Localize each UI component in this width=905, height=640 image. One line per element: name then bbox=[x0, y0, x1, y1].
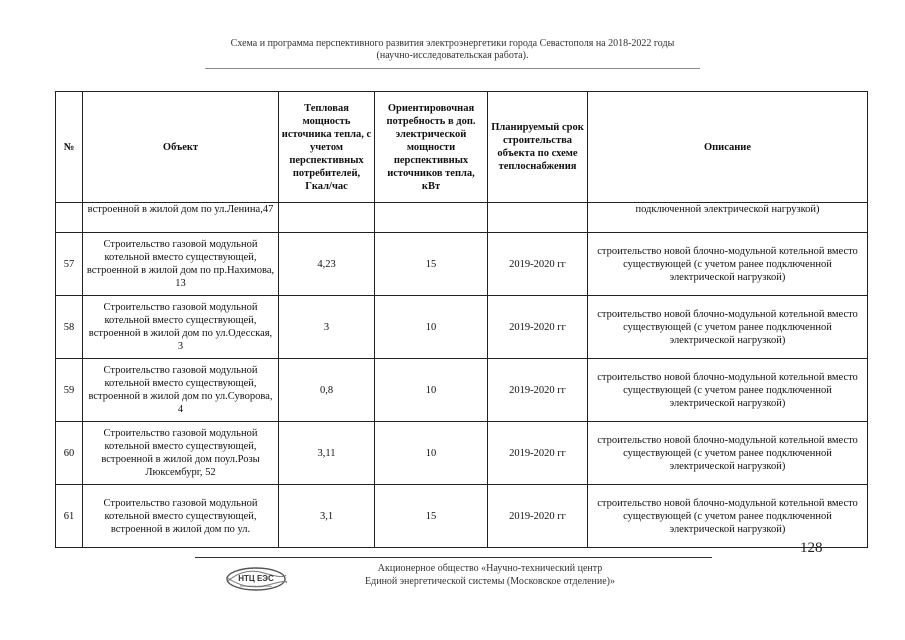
cell-object: Строительство газовой модульной котельной вместо существующей, встроенной в жилой дом по ул. bbox=[83, 485, 279, 548]
column-header-object: Объект bbox=[83, 92, 279, 203]
cell-number: 61 bbox=[56, 485, 83, 548]
table-row bbox=[56, 485, 868, 548]
cell-term: 2019-2020 гг bbox=[488, 233, 588, 296]
column-header-number: № bbox=[56, 92, 83, 203]
cell-power: 15 bbox=[375, 233, 488, 296]
cell-power: 10 bbox=[375, 422, 488, 485]
table-row-continued bbox=[56, 203, 868, 233]
table-header-row bbox=[56, 92, 868, 203]
cell-heat bbox=[279, 203, 375, 233]
document-header bbox=[0, 38, 905, 62]
cell-power: 10 bbox=[375, 296, 488, 359]
cell-description: подключенной электрической нагрузкой) bbox=[588, 203, 868, 233]
table-row bbox=[56, 233, 868, 296]
cell-heat: 3,1 bbox=[279, 485, 375, 548]
cell-heat: 3 bbox=[279, 296, 375, 359]
page-number: 128 bbox=[800, 540, 823, 556]
cell-term: 2019-2020 гг bbox=[488, 485, 588, 548]
logo-text: НТЦ ЕЭС bbox=[238, 574, 274, 583]
cell-description: строительство новой блочно-модульной котельной вместо существующей (с учетом ранее подключенной электрической нагрузкой) bbox=[588, 359, 868, 422]
cell-description: строительство новой блочно-модульной котельной вместо существующей (с учетом ранее подключенной электрической нагрузкой) bbox=[588, 296, 868, 359]
header-title: Схема и программа перспективного развития электроэнергетики города Севастополя на 2018-2022 годы bbox=[230, 38, 675, 49]
cell-description: строительство новой блочно-модульной котельной вместо существующей (с учетом ранее подключенной электрической нагрузкой) bbox=[588, 422, 868, 485]
cell-number: 58 bbox=[56, 296, 83, 359]
cell-object: Строительство газовой модульной котельной вместо существующей, встроенной в жилой дом по ул.Суворова, 4 bbox=[83, 359, 279, 422]
table-row bbox=[56, 359, 868, 422]
ntc-ees-logo-icon bbox=[224, 563, 288, 595]
table-row bbox=[56, 422, 868, 485]
cell-power bbox=[375, 203, 488, 233]
cell-number bbox=[56, 203, 83, 233]
cell-term: 2019-2020 гг bbox=[488, 422, 588, 485]
column-header-heat-capacity: Тепловая мощность источника тепла, с учетом перспективных потребителей, Гкал/час bbox=[279, 92, 375, 203]
cell-term: 2019-2020 гг bbox=[488, 296, 588, 359]
header-divider bbox=[205, 68, 700, 69]
column-header-construction-term: Планируемый срок строительства объекта по схеме теплоснабжения bbox=[488, 92, 588, 203]
cell-object: Строительство газовой модульной котельной вместо существующей, встроенной в жилой дом по пр.Нахимова, 13 bbox=[83, 233, 279, 296]
column-header-electric-power: Ориентировочная потребность в доп. электрической мощности перспективных источников тепла, кВт bbox=[375, 92, 488, 203]
cell-object: встроенной в жилой дом по ул.Ленина,47 bbox=[83, 203, 279, 233]
organization-line-2: Единой энергетической системы (Московское отделение)» bbox=[365, 576, 615, 587]
organization-line-1: Акционерное общество «Научно-технический центр bbox=[377, 563, 603, 574]
column-header-description: Описание bbox=[588, 92, 868, 203]
cell-heat: 3,11 bbox=[279, 422, 375, 485]
cell-term: 2019-2020 гг bbox=[488, 359, 588, 422]
header-subtitle: (научно-исследовательская работа). bbox=[376, 50, 529, 61]
cell-power: 10 bbox=[375, 359, 488, 422]
cell-object: Строительство газовой модульной котельной вместо существующей, встроенной в жилой дом поул.Розы Люксембург, 52 bbox=[83, 422, 279, 485]
cell-description: строительство новой блочно-модульной котельной вместо существующей (с учетом ранее подключенной электрической нагрузкой) bbox=[588, 233, 868, 296]
cell-power: 15 bbox=[375, 485, 488, 548]
table-row bbox=[56, 296, 868, 359]
cell-number: 57 bbox=[56, 233, 83, 296]
projects-table bbox=[55, 91, 868, 548]
cell-heat: 4,23 bbox=[279, 233, 375, 296]
logo-subtext: Московское отделение bbox=[240, 584, 272, 588]
cell-number: 59 bbox=[56, 359, 83, 422]
organization-name bbox=[300, 562, 680, 588]
footer-divider bbox=[195, 557, 712, 558]
cell-term bbox=[488, 203, 588, 233]
cell-heat: 0,8 bbox=[279, 359, 375, 422]
cell-number: 60 bbox=[56, 422, 83, 485]
cell-description: строительство новой блочно-модульной котельной вместо существующей (с учетом ранее подключенной электрической нагрузкой) bbox=[588, 485, 868, 548]
cell-object: Строительство газовой модульной котельной вместо существующей, встроенной в жилой дом по ул.Одесская, 3 bbox=[83, 296, 279, 359]
